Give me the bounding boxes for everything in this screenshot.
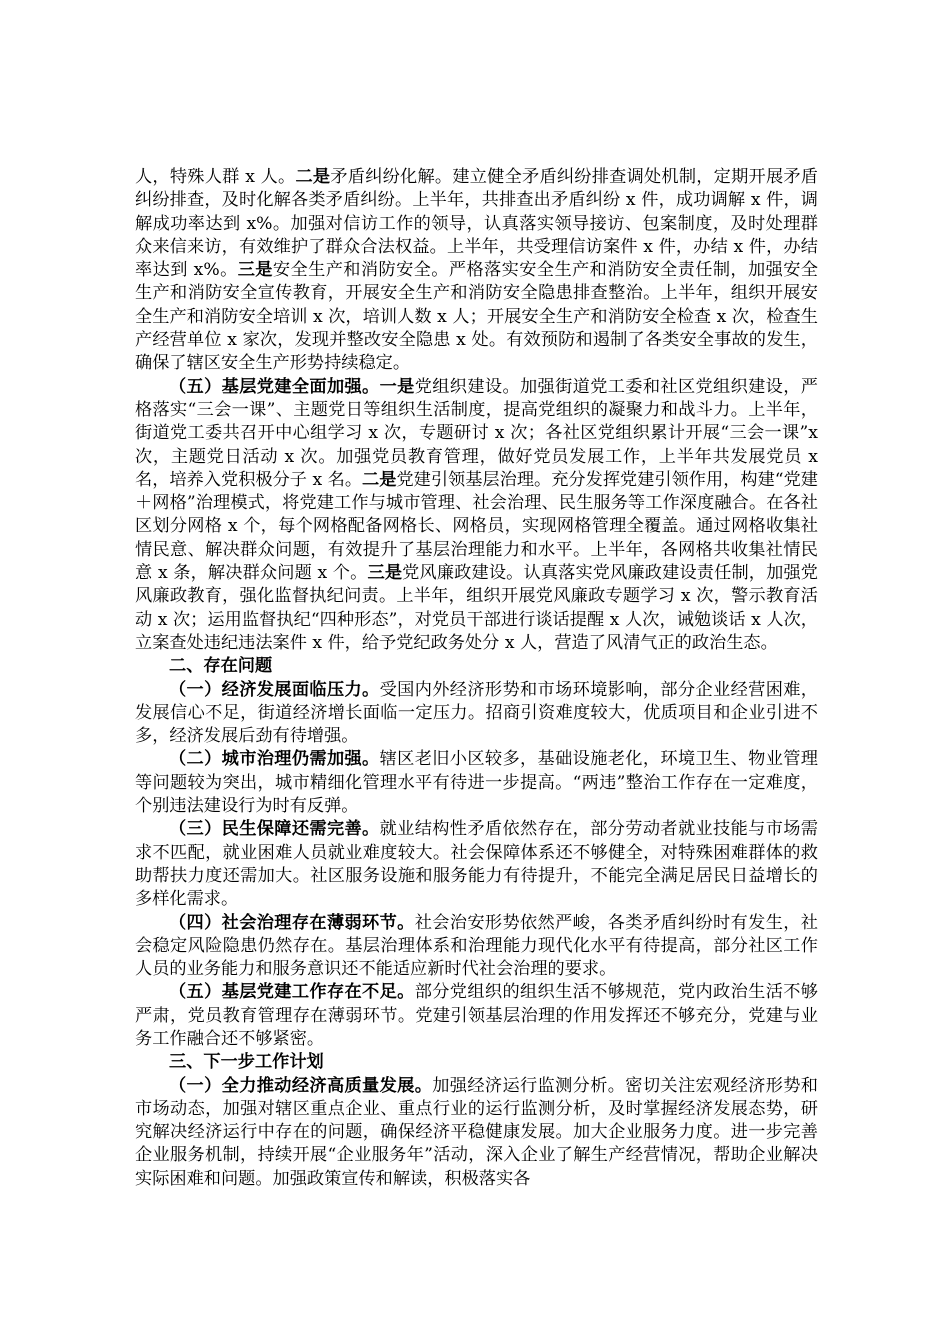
bold-run: （五）基层党建全面加强。: [169, 376, 380, 397]
text-run: 辖区老旧小区较多，基础设施老化，环境卫生、物业管理等问题较为突出，城市精细化管理水平有待进一步提高。“两违”整治工作存在一定难度，个别违法建设行为时有反弹。: [135, 749, 818, 817]
body-paragraph: [135, 748, 818, 818]
body-paragraph: [135, 912, 818, 982]
body-paragraph: [135, 1075, 818, 1191]
text-run: 受国内外经济形势和市场环境影响，部分企业经营困难，发展信心不足，街道经济增长面临一定压力。招商引资难度较大，优质项目和企业引进不多，经济发展后劲有待增强。: [135, 679, 818, 747]
bold-run: （二）城市治理仍需加强。: [169, 749, 380, 770]
text-run: 社会治安形势依然严峻，各类矛盾纠纷时有发生，社会稳定风险隐患仍然存在。基层治理体系和治理能力现代化水平有待提高，部分社区工作人员的业务能力和服务意识还不能适应新时代社会治理的要求。: [135, 912, 818, 980]
bold-run: （三）民生保障还需完善。: [169, 819, 380, 840]
text-run: 矛盾纠纷化解。建立健全矛盾纠纷排查调处机制，定期开展矛盾纠纷排查，及时化解各类矛盾纠纷。上半年，共排查出矛盾纠纷 x 件，成功调解 x 件，调解成功率达到 x%。加强对信访工作的领导，认真落实领导接访、包案制度，及时处理群众来信来访，有效维护了群众合法权益。上半年，共受理信访案件 x 件，办结 x 件，办结率达到 x%。: [135, 167, 818, 281]
section-heading: [135, 655, 818, 678]
bold-run: （五）基层党建工作存在不足。: [169, 982, 415, 1003]
bold-run: 三、下一步工作计划: [169, 1052, 324, 1073]
text-run: 就业结构性矛盾依然存在，部分劳动者就业技能与市场需求不匹配，就业困难人员就业难度较大。社会保障体系还不够健全，对特殊困难群体的救助帮扶力度还需加大。社区服务设施和服务能力有待提升，不能完全满足居民日益增长的多样化需求。: [135, 819, 818, 910]
text-run: 部分党组织的组织生活不够规范，党内政治生活不够严肃，党员教育管理存在薄弱环节。党建引领基层治理的作用发挥还不够充分，党建与业务工作融合还不够紧密。: [135, 982, 818, 1049]
body-paragraph: [135, 818, 818, 911]
body-paragraph: [135, 981, 818, 1051]
body-paragraph: [135, 679, 818, 749]
bold-run: 三是: [367, 563, 403, 584]
bold-run: 一是: [379, 376, 415, 397]
bold-run: （四）社会治理存在薄弱环节。: [169, 912, 415, 933]
bold-run: 二是: [362, 469, 397, 490]
bold-run: 三是: [237, 260, 273, 281]
bold-run: （一）经济发展面临压力。: [169, 679, 380, 700]
bold-run: 二是: [295, 167, 331, 187]
text-run: 党风廉政建设。认真落实党风廉政建设责任制，加强党风廉政教育，强化监督执纪问责。上半年，组织开展党风廉政专题学习 x 次，警示教育活动 x 次；运用监督执纪“四种形态”，对党员干部进行谈话提醒 x 人次，诫勉谈话 x 人次，立案查处违纪违法案件 x 件，给予党纪政务处分 x 人，营造了风清气正的政治生态。: [135, 563, 818, 653]
text-run: 党建引领基层治理。充分发挥党建引领作用，构建“党建＋网格”治理模式，将党建工作与城市管理、社会治理、民生服务等工作深度融合。在各社区划分网格 x 个，每个网格配备网格长、网格员，实现网格管理全覆盖。通过网格收集社情民意、解决群众问题，有效提升了基层治理能力和水平。上半年，各网格共收集社情民意 x 条，解决群众问题 x 个。: [135, 469, 818, 584]
text-run: 安全生产和消防安全。严格落实安全生产和消防安全责任制，加强安全生产和消防安全宣传教育，开展安全生产和消防安全隐患排查整治。上半年，组织开展安全生产和消防安全培训 x 次，培训人数 x 人；开展安全生产和消防安全检查 x 次，检查生产经营单位 x 家次，发现并整改安全隐患 x 处。有效预防和遏制了各类安全事故的发生，确保了辖区安全生产形势持续稳定。: [135, 260, 818, 374]
text-run: 加强经济运行监测分析。密切关注宏观经济形势和市场动态，加强对辖区重点企业、重点行业的运行监测分析，及时掌握经济发展态势，研究解决经济运行中存在的问题，确保经济平稳健康发展。加大企业服务力度。进一步完善企业服务机制，持续开展“企业服务年”活动，深入企业了解生产经营情况，帮助企业解决实际困难和问题。加强政策宣传和解读，积极落实各: [135, 1075, 818, 1189]
text-run: 党组织建设。加强街道党工委和社区党组织建设，严格落实“三会一课”、主题党日等组织生活制度，提高党组织的凝聚力和战斗力。上半年，街道党工委共召开中心组学习 x 次，专题研讨 x 次；各社区党组织累计开展“三会一课”x 次，主题党日活动 x 次。加强党员教育管理，做好党员发展工作，上半年共发展党员 x 名，培养入党积极分子 x 名。: [135, 376, 818, 490]
text-run: 人，特殊人群 x 人。: [135, 167, 296, 187]
body-paragraph: [135, 376, 818, 656]
section-heading: [135, 1051, 818, 1074]
body-paragraph: [135, 166, 818, 376]
bold-run: 二、存在问题: [169, 656, 273, 677]
bold-run: （一）全力推动经济高质量发展。: [169, 1075, 433, 1096]
document-body: [135, 166, 818, 1191]
